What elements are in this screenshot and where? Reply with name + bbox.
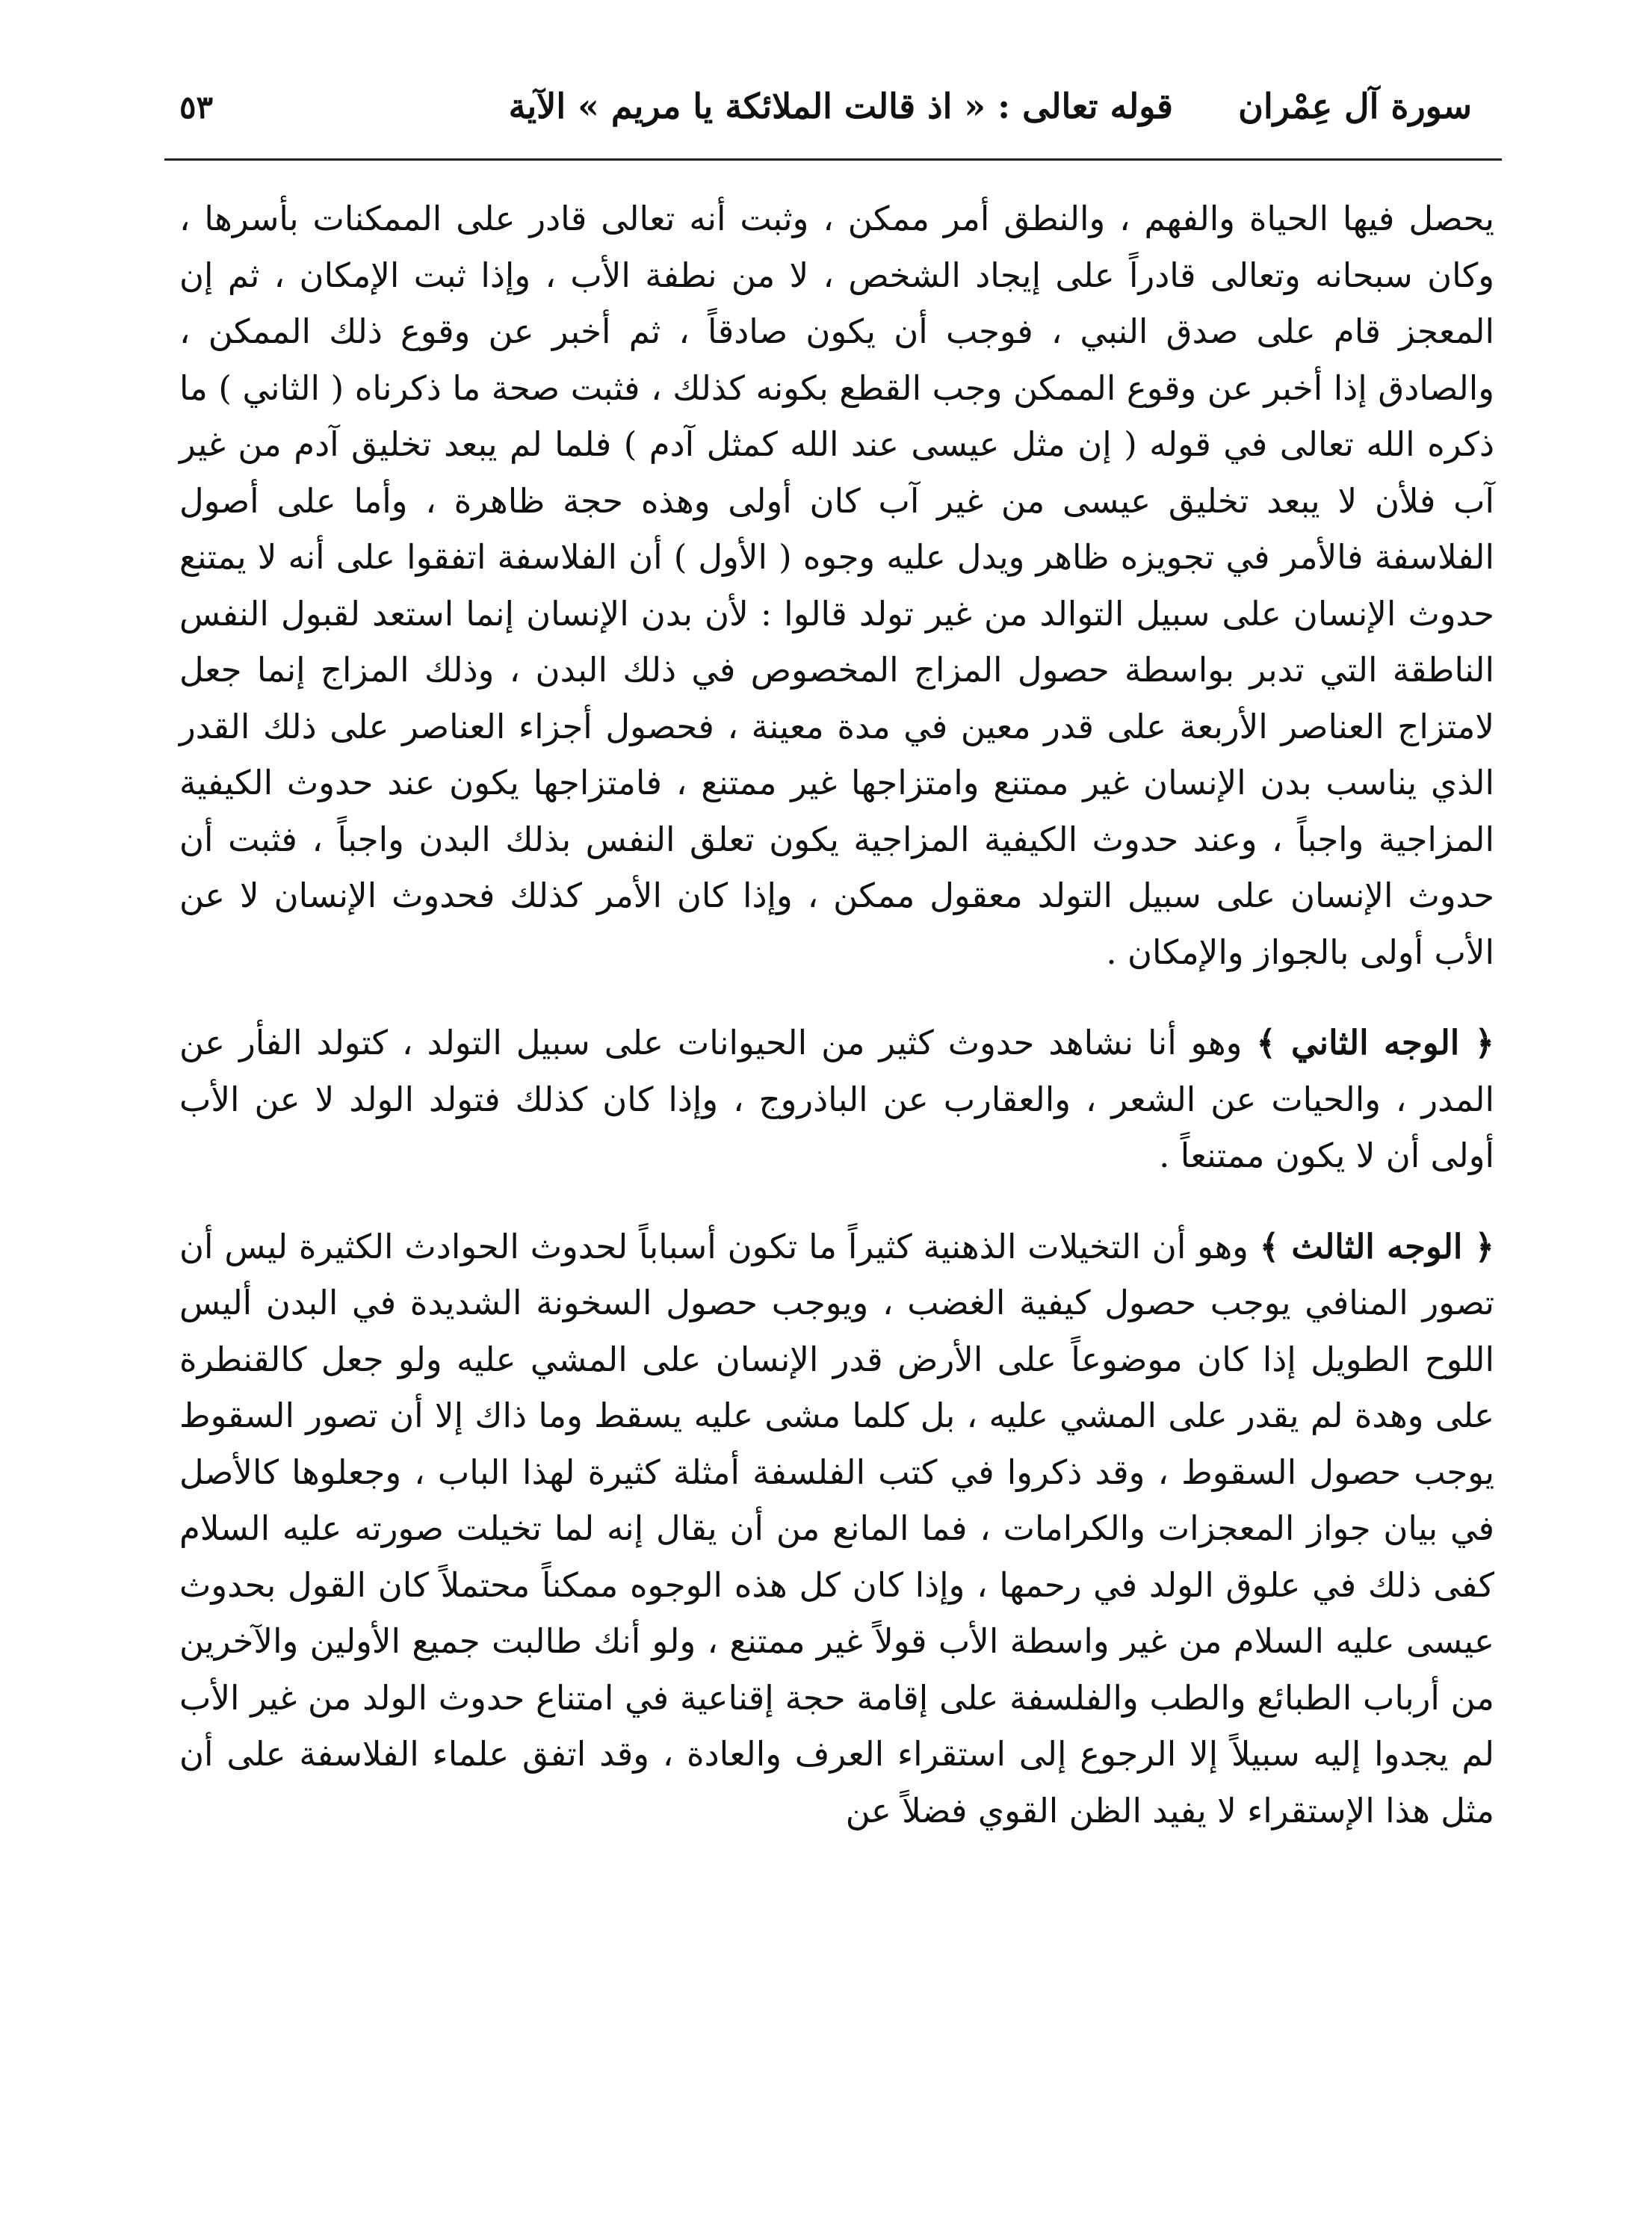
paragraph-1 <box>179 191 1494 980</box>
paragraph-3 <box>179 1219 1494 1839</box>
paragraph-3-text: وهو أن التخيلات الذهنية كثيراً ما تكون أسباباً لحدوث الحوادث الكثيرة ليس أن تصور المنافي يوجب حصول كيفية الغضب ، ويوجب حصول السخونة الشديدة في البدن أليس اللوح الطويل إذا كان موضوعاً على الأرض قدر الإنسان على المشي عليه ولو جعل كالقنطرة على وهدة لم يقدر على المشي عليه ، بل كلما مشى عليه يسقط وما ذاك إلا أن تصور السقوط يوجب حصول السقوط ، وقد ذكروا في كتب الفلسفة أمثلة كثيرة لهذا الباب ، وجعلوها كالأصل في بيان جواز المعجزات والكرامات ، فما المانع من أن يقال إنه لما تخيلت صورته عليه السلام كفى ذلك في علوق الولد في رحمها ، وإذا كان كل هذه الوجوه ممكناً محتملاً كان القول بحدوث عيسى عليه السلام من غير واسطة الأب قولاً غير ممتنع ، ولو أنك طالبت جميع الأولين والآخرين من أرباب الطبائع والطب والفلسفة على إقامة حجة إقناعية في امتناع حدوث الولد من غير الأب لم يجدوا إليه سبيلاً إلا الرجوع إلى استقراء العرف والعادة ، وقد اتفق علماء الفلاسفة على أن مثل هذا الإستقراء لا يفيد الظن القوي فضلاً عن <box>179 1226 1495 1830</box>
header-rule <box>164 158 1502 161</box>
page-number: ٥٣ <box>179 89 214 126</box>
body-text <box>179 191 1494 1839</box>
paragraph-2 <box>179 1015 1494 1184</box>
header-title: قوله تعالى : « اذ قالت الملائكة يا مريم » الآية <box>508 86 1173 126</box>
header-surah-name: سورة آل عِمْران <box>1238 86 1472 126</box>
paragraph-1-text: يحصل فيها الحياة والفهم ، والنطق أمر ممكن ، وثبت أنه تعالى قادر على الممكنات بأسرها ، وكان سبحانه وتعالى قادراً على إيجاد الشخص ، لا من نطفة الأب ، وإذا ثبت الإمكان ، ثم إن المعجز قام على صدق النبي ، فوجب أن يكون صادقاً ، ثم أخبر عن وقوع ذلك الممكن ، والصادق إذا أخبر عن وقوع الممكن وجب القطع بكونه كذلك ، فثبت صحة ما ذكرناه ( الثاني ) ما ذكره الله تعالى في قوله ( إن مثل عيسى عند الله كمثل آدم ) فلما لم يبعد تخليق آدم من غير آب فلأن لا يبعد تخليق عيسى من غير آب كان أولى وهذه حجة ظاهرة ، وأما على أصول الفلاسفة فالأمر في تجويزه ظاهر ويدل عليه وجوه ( الأول ) أن الفلاسفة اتفقوا على أنه لا يمتنع حدوث الإنسان على سبيل التوالد من غير تولد قالوا : لأن بدن الإنسان إنما استعد لقبول النفس الناطقة التي تدبر بواسطة حصول المزاج المخصوص في ذلك البدن ، وذلك المزاج إنما جعل لامتزاج العناصر الأربعة على قدر معين في مدة معينة ، فحصول أجزاء العناصر على ذلك القدر الذي يناسب بدن الإنسان غير ممتنع وامتزاجها غير ممتنع ، فامتزاجها يكون عند حدوث الكيفية المزاجية واجباً ، وعند حدوث الكيفية المزاجية يكون تعلق النفس بذلك البدن واجباً ، فثبت أن حدوث الإنسان على سبيل التولد معقول ممكن ، وإذا كان الأمر كذلك فحدوث الإنسان لا عن الأب أولى بالجواز والإمكان . <box>179 199 1494 972</box>
paragraph-2-text: وهو أنا نشاهد حدوث كثير من الحيوانات على سبيل التولد ، كتولد الفأر عن المدر ، والحيات عن الشعر ، والعقارب عن الباذروج ، وإذا كان كذلك فتولد الولد لا عن الأب أولى أن لا يكون ممتنعاً . <box>179 1023 1494 1175</box>
running-header <box>179 78 1472 146</box>
section-heading-third-aspect: ﴿ الوجه الثالث ﴾ <box>1259 1226 1495 1266</box>
section-heading-second-aspect: ﴿ الوجه الثاني ﴾ <box>1256 1023 1494 1062</box>
